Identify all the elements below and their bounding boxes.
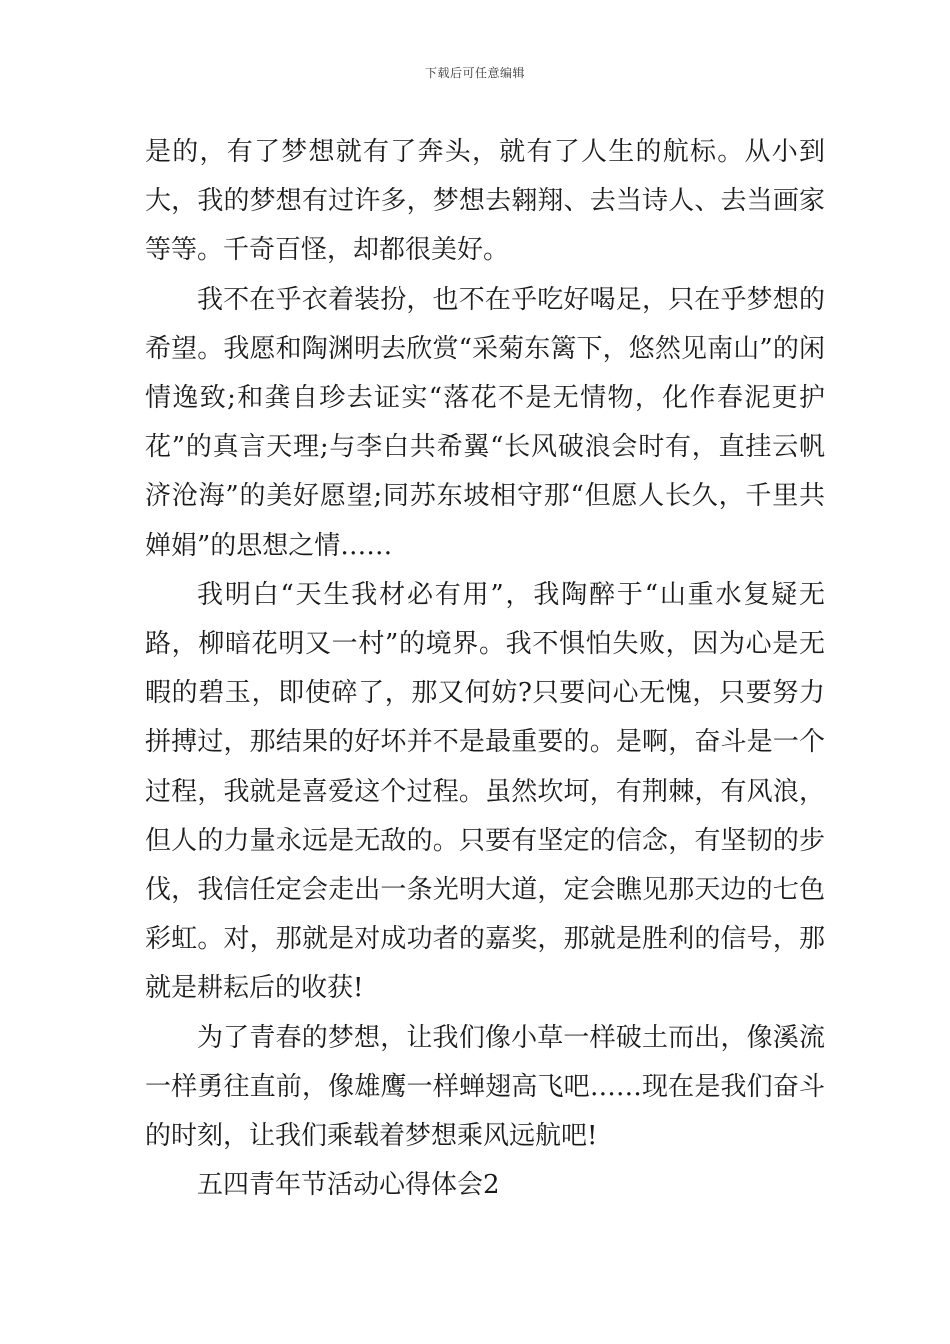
paragraph-1: 是的，有了梦想就有了奔头，就有了人生的航标。从小到大，我的梦想有过许多，梦想去翱翔、去当诗人、去当画家等等。千奇百怪，却都很美好。 [145,137,825,266]
page-header-note: 下载后可任意编辑 [424,66,525,80]
section-title: 五四青年节活动心得体会2 [197,1170,500,1201]
document-body [145,128,825,1210]
paragraph-3: 我明白“天生我材必有用”，我陶醉于“山重水复疑无路，柳暗花明又一村”的境界。我不惧怕失败，因为心是无暇的碧玉，即使碎了，那又何妨?只要问心无愧，只要努力拼搏过，那结果的好坏并不是最重要的。是啊，奋斗是一个过程，我就是喜爱这个过程。虽然坎坷，有荆棘，有风浪，但人的力量永远是无敌的。只要有坚定的信念，有坚韧的步伐，我信任定会走出一条光明大道，定会瞧见那天边的七色彩虹。对，那就是对成功者的嘉奖，那就是胜利的信号，那就是耕耘后的收获! [145,579,825,1004]
paragraph-2: 我不在乎衣着装扮，也不在乎吃好喝足，只在乎梦想的希望。我愿和陶渊明去欣赏“采菊东篱下，悠然见南山”的闲情逸致;和龚自珍去证实“落花不是无情物，化作春泥更护花”的真言天理;与李白共希翼“长风破浪会时有，直挂云帆济沧海”的美好愿望;同苏东坡相守那“但愿人长久，千里共婵娟”的思想之情…… [145,284,825,561]
paragraph-4: 为了青春的梦想，让我们像小草一样破土而出，像溪流一样勇往直前，像雄鹰一样蝉翅高飞吧……现在是我们奋斗的时刻，让我们乘载着梦想乘风远航吧! [145,1022,825,1152]
